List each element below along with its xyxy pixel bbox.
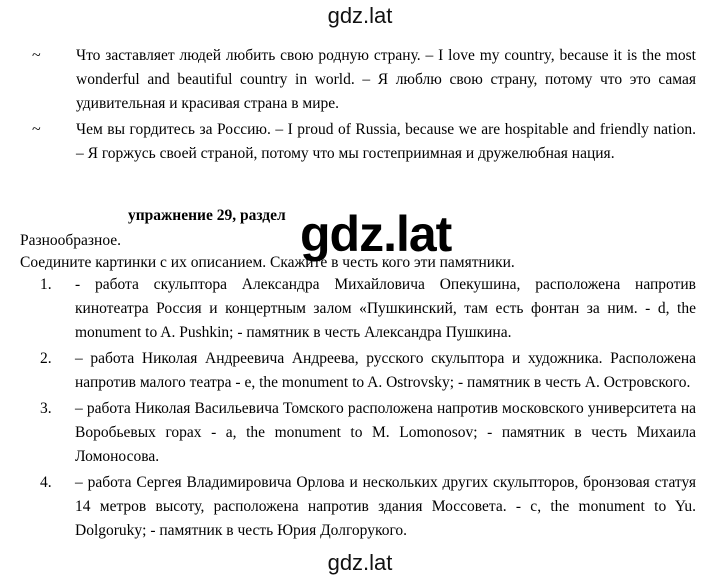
list-text: – работа Николая Васильевича Томского расположена напротив московского университета на Воробьевых горах - a, the monument to M. Lomonosov; - памятник в честь Михаила Ломоносова.: [75, 400, 696, 465]
list-item: [40, 397, 696, 469]
watermark-middle: gdz.lat: [300, 206, 452, 262]
list-text: – работа Сергея Владимировича Орлова и нескольких других скульпторов, бронзовая статуя 14 метров высоту, расположена напротив здания Моссовета. - c, the monument to Yu. Dolgoruky; - памятник в честь Юрия Долгорукого.: [75, 474, 696, 539]
watermark-bottom: gdz.lat: [327, 550, 393, 575]
exercise-title: упражнение 29, раздел: [128, 207, 286, 224]
bullet-list: [32, 44, 696, 168]
exercise-instruction: Соедините картинки с их описанием. Скажите в честь кого эти памятники.: [20, 254, 515, 271]
list-item: [40, 471, 696, 543]
list-item: [40, 347, 696, 395]
bullet-text: Чем вы гордитесь за Россию. – I proud of Russia, because we are hospitable and friendly nation. – Я горжусь своей страной, потому что мы гостеприимная и дружелюбная нация.: [76, 121, 696, 162]
tilde-bullet-icon: ~: [32, 47, 41, 64]
exercise-subtitle: Разнообразное.: [20, 232, 122, 249]
bullet-item: [32, 118, 696, 166]
list-number: 2.: [40, 350, 52, 367]
numbered-list: [40, 273, 696, 545]
list-number: 3.: [40, 400, 52, 417]
bullet-item: [32, 44, 696, 116]
bullet-text: Что заставляет людей любить свою родную страну. – I love my country, because it is the most wonderful and beautiful country in world. – Я люблю свою страну, потому что это самая удивительная и красивая страна в мире.: [76, 47, 696, 112]
list-number: 4.: [40, 474, 52, 491]
list-text: – работа Николая Андреевича Андреева, русского скульптора и художника. Расположена напротив малого театра - e, the monument to A. Ostrovsky; - памятник в честь А. Островского.: [75, 350, 696, 391]
list-number: 1.: [40, 276, 52, 293]
list-text: - работа скульптора Александра Михайловича Опекушина, расположена напротив кинотеатра Россия и концертным залом «Пушкинский, там есть фонтан за ним. - d, the monument to A. Pushkin; - памятник в честь Александра Пушкина.: [75, 276, 696, 341]
list-item: [40, 273, 696, 345]
watermark-top: gdz.lat: [327, 3, 393, 28]
tilde-bullet-icon: ~: [32, 121, 41, 138]
